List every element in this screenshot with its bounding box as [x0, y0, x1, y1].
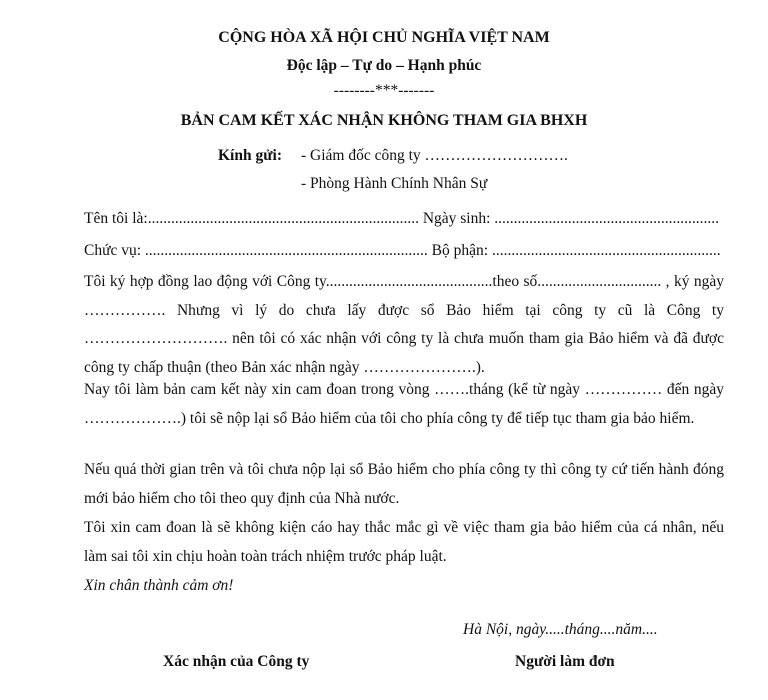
applicant-signature-label: Người làm đơn: [515, 653, 615, 670]
paragraph-overdue-text: Nếu quá thời gian trên và tôi chưa nộp lại sổ Bảo hiểm cho phía công ty thì công ty cứ tiến hành đóng mới bảo hiểm cho tôi theo quy định của Nhà nước.: [84, 461, 724, 507]
paragraph-pledge: [84, 514, 724, 571]
company-signature-label: Xác nhận của Công ty: [163, 653, 310, 670]
paragraph-commitment: [84, 376, 724, 433]
recipient-label: Kính gửi:: [218, 147, 282, 164]
closing-thanks: Xin chân thành cảm ơn!: [84, 577, 234, 594]
paragraph-pledge-text: Tôi xin cam đoan là sẽ không kiện cáo hay thắc mắc gì về việc tham gia bảo hiểm của cá nhân, nếu làm sai tôi xin chịu hoàn toàn trách nhiệm trước pháp luật.: [84, 519, 724, 565]
motto: Độc lập – Tự do – Hạnh phúc: [286, 57, 482, 74]
recipient-hr: - Phòng Hành Chính Nhân Sự: [301, 175, 488, 192]
date-place: Hà Nội, ngày.....tháng....năm....: [463, 621, 658, 638]
separator: --------***-------: [333, 82, 435, 99]
recipient-director: - Giám đốc công ty ……………………….: [301, 147, 568, 164]
paragraph-overdue: [84, 456, 724, 513]
paragraph-commitment-text: Nay tôi làm bản cam kết này xin cam đoan trong vòng …….tháng (kể từ ngày …………… đến ngày ……………….) tôi sẽ nộp lại sổ Bảo hiểm của tôi cho phía công ty để tiếp tục tham gia bảo hiểm.: [84, 381, 724, 427]
country-heading: CỘNG HÒA XÃ HỘI CHỦ NGHĨA VIỆT NAM: [218, 29, 550, 46]
paragraph-contract: [84, 268, 724, 382]
document-title: BẢN CAM KẾT XÁC NHẬN KHÔNG THAM GIA BHXH: [180, 112, 588, 129]
name-birthdate-field: Tên tôi là:...................................................................... Ngày sinh: ..........................................................: [84, 210, 720, 227]
paragraph-contract-text: Tôi ký hợp đồng lao động với Công ty...........................................theo số................................ , ký ngày ……………. Nhưng vì lý do chưa lấy được sổ Bảo hiểm tại công ty cũ là Công ty ………………………. nên tôi có xác nhận với công ty là chưa muốn tham gia Bảo hiểm và đã được công ty chấp thuận (theo Bản xác nhận ngày ………………….).: [84, 273, 724, 376]
position-department-field: Chức vụ: ......................................................................... Bộ phận: ...........................................................: [84, 242, 721, 259]
